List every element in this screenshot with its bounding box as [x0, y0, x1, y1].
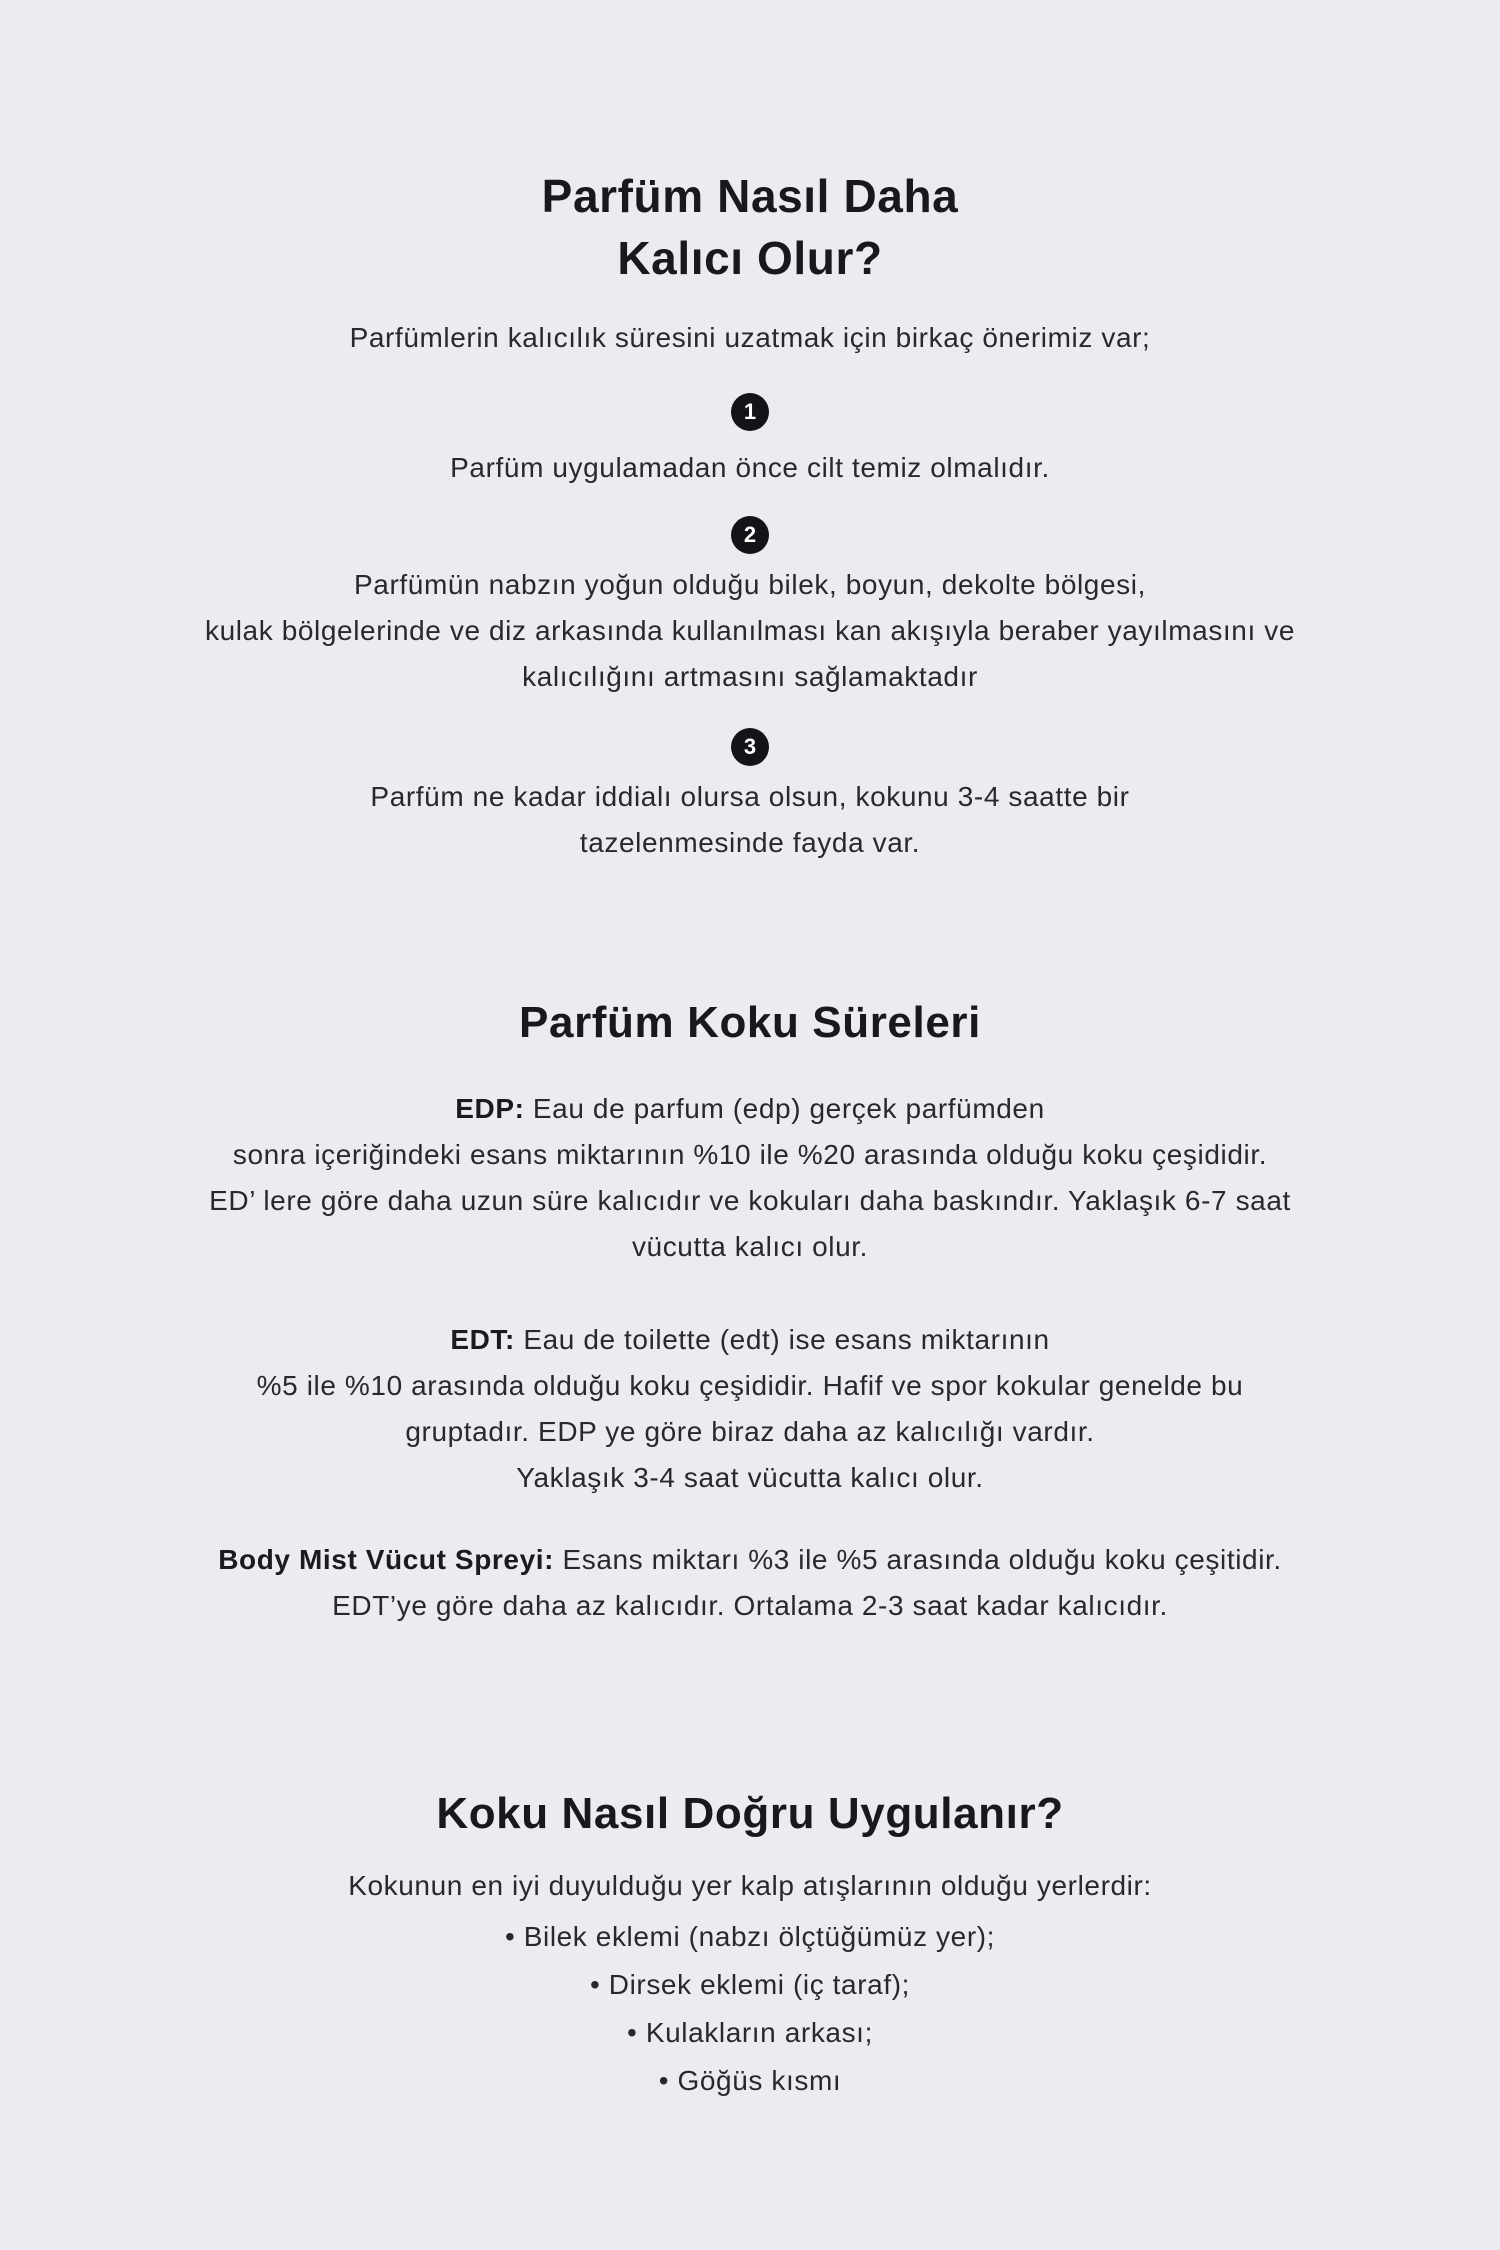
tip-3-number-badge: 3	[731, 728, 769, 766]
durations-heading: Parfüm Koku Süreleri	[519, 998, 981, 1047]
tip-2-line-1: Parfümün nabzın yoğun olduğu bilek, boyun, dekolte bölgesi,	[354, 569, 1146, 600]
tip-2-number-badge: 2	[731, 516, 769, 554]
tip-2-line-3: kalıcılığını artmasını sağlamaktadır	[522, 661, 978, 692]
apply-list	[0, 1913, 1500, 2105]
body-mist-line-1	[0, 1537, 1500, 1583]
edt-label: EDT:	[450, 1324, 515, 1355]
apply-intro: Kokunun en iyi duyulduğu yer kalp atışlarının olduğu yerlerdir:	[348, 1870, 1152, 1901]
tip-1-text	[0, 445, 1500, 491]
tip-3-line-1: Parfüm ne kadar iddialı olursa olsun, kokunu 3-4 saatte bir	[370, 781, 1130, 812]
edt-entry	[0, 1317, 1500, 1501]
apply-list-item: • Bilek eklemi (nabzı ölçtüğümüz yer);	[504, 1921, 996, 1952]
apply-list-item: • Dirsek eklemi (iç taraf);	[589, 1969, 911, 2000]
body-mist-line-1-rest: Esans miktarı %3 ile %5 arasında olduğu koku çeşitidir.	[562, 1544, 1282, 1575]
apply-heading: Koku Nasıl Doğru Uygulanır?	[436, 1789, 1064, 1838]
page-title-line-1: Parfüm Nasıl Daha	[541, 170, 959, 222]
edp-line-2: sonra içeriğindeki esans miktarının %10 ile %20 arasında olduğu koku çeşididir.	[232, 1139, 1268, 1170]
tip-1-number-badge: 1	[731, 393, 769, 431]
tip-3-line-2: tazelenmesinde fayda var.	[579, 827, 921, 858]
edt-line-3: gruptadır. EDP ye göre biraz daha az kalıcılığı vardır.	[405, 1416, 1095, 1447]
page-title-line-2: Kalıcı Olur?	[617, 232, 883, 284]
edp-label: EDP:	[455, 1093, 525, 1124]
edt-line-1-rest: Eau de toilette (edt) ise esans miktarının	[523, 1324, 1050, 1355]
edt-line-4: Yaklaşık 3-4 saat vücutta kalıcı olur.	[516, 1462, 984, 1493]
tip-2-text	[0, 562, 1500, 700]
persistence-intro: Parfümlerin kalıcılık süresini uzatmak için birkaç önerimiz var;	[349, 322, 1151, 353]
apply-list-item: • Kulakların arkası;	[627, 2017, 873, 2048]
body-mist-label: Body Mist Vücut Spreyi:	[218, 1544, 555, 1575]
apply-list-item: • Göğüs kısmı	[658, 2065, 842, 2096]
edp-line-1-rest: Eau de parfum (edp) gerçek parfümden	[532, 1093, 1045, 1124]
tip-2-line-2: kulak bölgelerinde ve diz arkasında kullanılması kan akışıyla beraber yayılmasını ve	[204, 615, 1296, 646]
edt-line-1	[0, 1317, 1500, 1363]
tip-1-line-1: Parfüm uygulamadan önce cilt temiz olmalıdır.	[450, 452, 1050, 483]
edp-line-3: ED’ lere göre daha uzun süre kalıcıdır ve kokuları daha baskındır. Yaklaşık 6-7 saat	[209, 1185, 1291, 1216]
body-mist-entry	[0, 1537, 1500, 1629]
edp-entry	[0, 1086, 1500, 1270]
body-mist-line-2: EDT’ye göre daha az kalıcıdır. Ortalama 2-3 saat kadar kalıcıdır.	[332, 1590, 1168, 1621]
edp-line-1	[0, 1086, 1500, 1132]
page-title	[0, 165, 1500, 289]
tip-3-text	[0, 774, 1500, 866]
edp-line-4: vücutta kalıcı olur.	[631, 1231, 869, 1262]
edt-line-2: %5 ile %10 arasında olduğu koku çeşididir. Hafif ve spor kokular genelde bu	[256, 1370, 1244, 1401]
